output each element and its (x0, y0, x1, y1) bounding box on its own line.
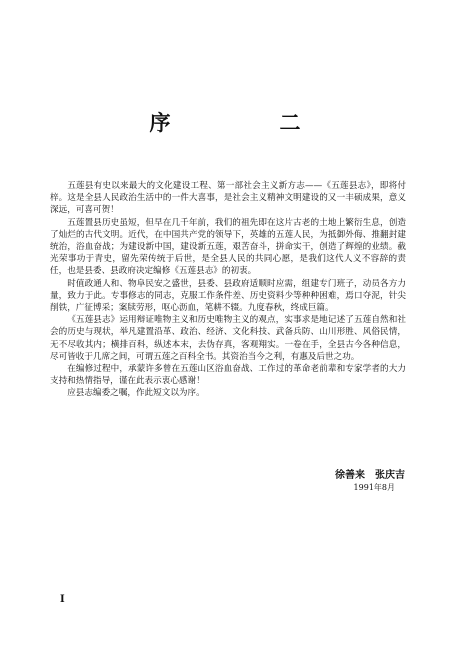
paragraph: 在编修过程中，承蒙许多曾在五莲山区浴血奋战、工作过的革命老前辈和专家学者的大力支持和热情指导，谨在此表示衷心感谢！ (50, 364, 406, 387)
author-signature: 徐善来 张庆吉 (335, 470, 405, 481)
date-line: 1991年8月 (353, 483, 395, 492)
paragraph: 时值政通人和、物阜民安之盛世，县委、县政府适顺时应需，组建专门班子，动员各方力量，致力于此。专事修志的同志，克服工作条件差、历史资料少等种种困难，焉口夺泥，针尖削铁，广征博采；案牍劳形，呕心沥血，笔耕不辍。九度春秋，终成巨篇。 (50, 278, 406, 314)
page-title: 序 二 (149, 110, 345, 135)
page-number: I (60, 594, 65, 605)
paragraph: 《五莲县志》运用辩证唯物主义和历史唯物主义的观点，实事求是地记述了五莲自然和社会的历史与现状，举凡建置沿革、政治、经济、文化科技、武备兵防、山川形胜、风俗民情，无不尽收其内；横排百科，纵述本末，去伪存真，客观翔实。一卷在手，全县古今各种信息，尽可皆收于几席之间，可谓五莲之百科全书。其资治当今之利，有惠及后世之功。 (50, 315, 406, 362)
paragraph: 五莲县有史以来最大的文化建设工程、第一部社会主义新方志——《五莲县志》，即将付梓。这是全县人民政治生活中的一件大喜事，是社会主义精神文明建设的又一丰硕成果，意义深远，可喜可贺！ (50, 181, 406, 216)
preface-body (50, 180, 406, 400)
paragraph: 应县志编委之嘱，作此短文以为序。 (67, 388, 205, 399)
paragraph: 五莲置县历史虽短，但早在几千年前，我们的祖先即在这片古老的土地上繁衍生息，创造了灿烂的古代文明。近代，在中国共产党的领导下，英雄的五莲人民，为抵御外侮、推翻封建统治，浴血奋战；为建设新中国，建设新五莲，艰苦奋斗，拼命实干，创造了辉煌的业绩。截光荣事功于青史，留先荣传统于后世，是全县人民的共同心愿，是我们这代人义不容辞的责任，也是县委、县政府决定编修《五莲县志》的初衷。 (50, 217, 406, 277)
